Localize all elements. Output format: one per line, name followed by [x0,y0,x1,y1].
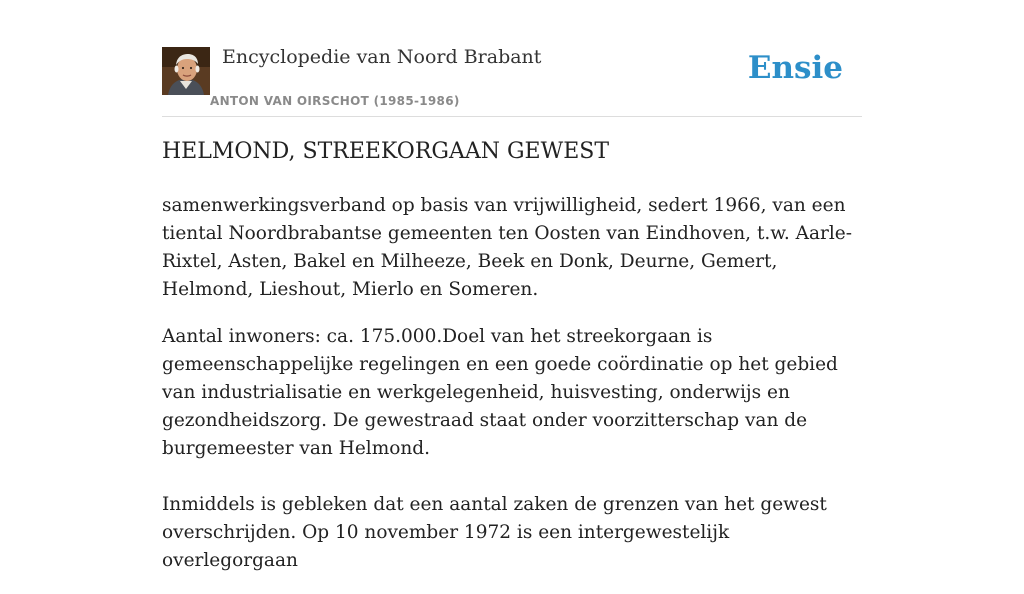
source-title[interactable]: Encyclopedie van Noord Brabant [222,46,542,68]
paragraph: Inmiddels is gebleken dat een aantal zaken de grenzen van het gewest overschrijden. Op 10 november 1972 is een intergewestelijk overlegorgaan [162,494,827,571]
page [162,0,862,571]
author-name[interactable]: ANTON VAN OIRSCHOT (1985-1986) [210,94,460,108]
article-title: HELMOND, STREEKORGAAN GEWEST [162,139,610,164]
article-body [162,192,862,594]
author-avatar[interactable] [162,47,210,95]
brand-logo[interactable]: Ensie [747,50,843,86]
header [162,0,862,117]
paragraph: Aantal inwoners: ca. 175.000.Doel van het streekorgaan is gemeenschappelijke regelingen en een goede coördinatie op het gebied van industrialisatie en werkgelegenheid, huisvesting, onderwijs en gezondheidszorg. De gewestraad staat onder voorzitterschap van de burgemeester van Helmond. [162,326,838,459]
paragraph: samenwerkingsverband op basis van vrijwilligheid, sedert 1966, van een tiental Noordbrabantse gemeenten ten Oosten van Eindhoven, t.w. Aarle-Rixtel, Asten, Bakel en Milheeze, Beek en Donk, Deurne, Gemert, Helmond, Lieshout, Mierlo en Someren. [162,195,853,300]
portrait-icon [162,47,210,95]
